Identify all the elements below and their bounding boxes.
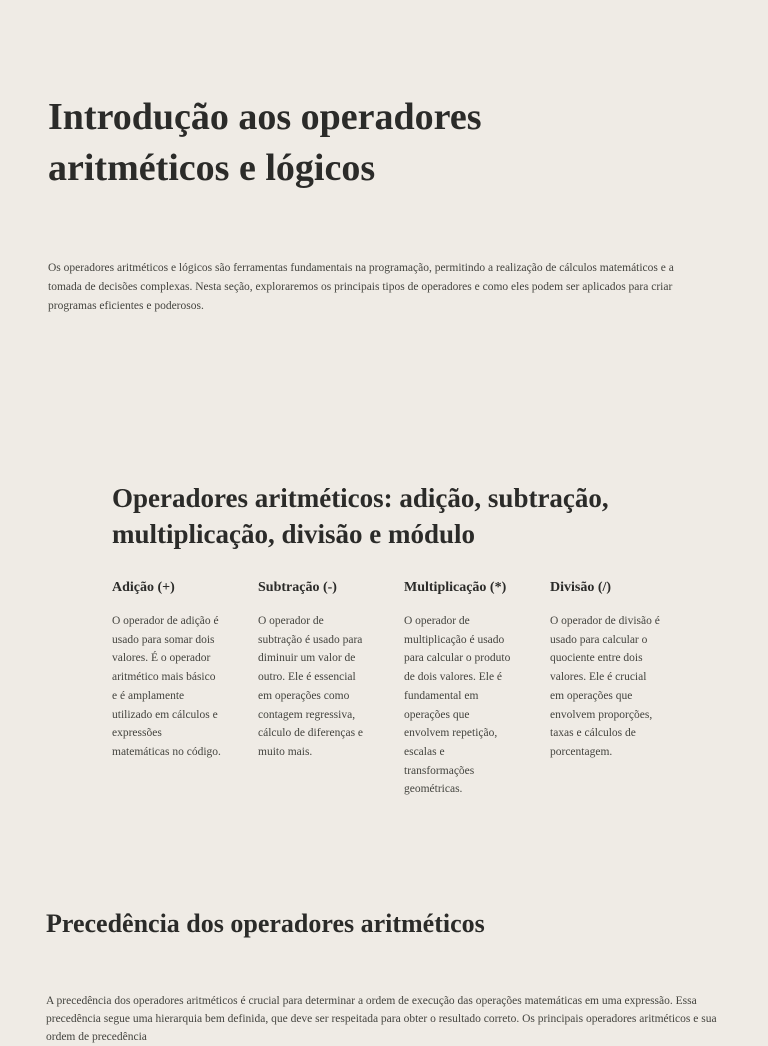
operator-title-division: Divisão (/) (550, 580, 612, 595)
operator-card-multiplication (404, 578, 514, 799)
precedence-paragraph: A precedência dos operadores aritméticos é crucial para determinar a ordem de execução das operações matemáticas em uma expressão. Essa precedência segue uma hierarquia bem definida, que deve ser respeitada para obter o resultado correto. Os principais operadores aritméticos e sua ordem de precedência (46, 995, 717, 1043)
intro-paragraph: Os operadores aritméticos e lógicos são ferramentas fundamentais na programação, permitindo a realização de cálculos matemáticos e a tomada de decisões complexas. Nesta seção, exploraremos os principais tipos de operadores e como eles podem ser aplicados para criar programas eficientes e poderosos. (48, 262, 674, 312)
operator-card-subtraction (258, 578, 368, 762)
operator-card-division (550, 578, 660, 762)
arithmetic-operators-heading: Operadores aritméticos: adição, subtração, multiplicação, divisão e módulo (112, 483, 609, 549)
operator-description-multiplication: O operador de multiplicação é usado para calcular o produto de dois valores. Ele é fundamental em operações que envolvem repetição, escalas e transformações geométricas. (404, 615, 511, 796)
operator-title-addition: Adição (+) (112, 580, 175, 595)
page-title: Introdução aos operadores aritméticos e lógicos (48, 96, 482, 189)
operator-title-subtraction: Subtração (-) (258, 580, 337, 595)
precedence-heading: Precedência dos operadores aritméticos (46, 909, 485, 938)
operator-card-addition (112, 578, 222, 762)
operator-title-multiplication: Multiplicação (*) (404, 580, 507, 595)
operator-description-addition: O operador de adição é usado para somar dois valores. É o operador aritmético mais básico e é amplamente utilizado em cálculos e expressões matemáticas no código. (112, 615, 221, 758)
operator-description-division: O operador de divisão é usado para calcular o quociente entre dois valores. Ele é crucial em operações que envolvem proporções, taxas e cálculos de porcentagem. (550, 615, 660, 758)
operator-description-subtraction: O operador de subtração é usado para diminuir um valor de outro. Ele é essencial em operações como contagem regressiva, cálculo de diferenças e muito mais. (258, 615, 364, 758)
